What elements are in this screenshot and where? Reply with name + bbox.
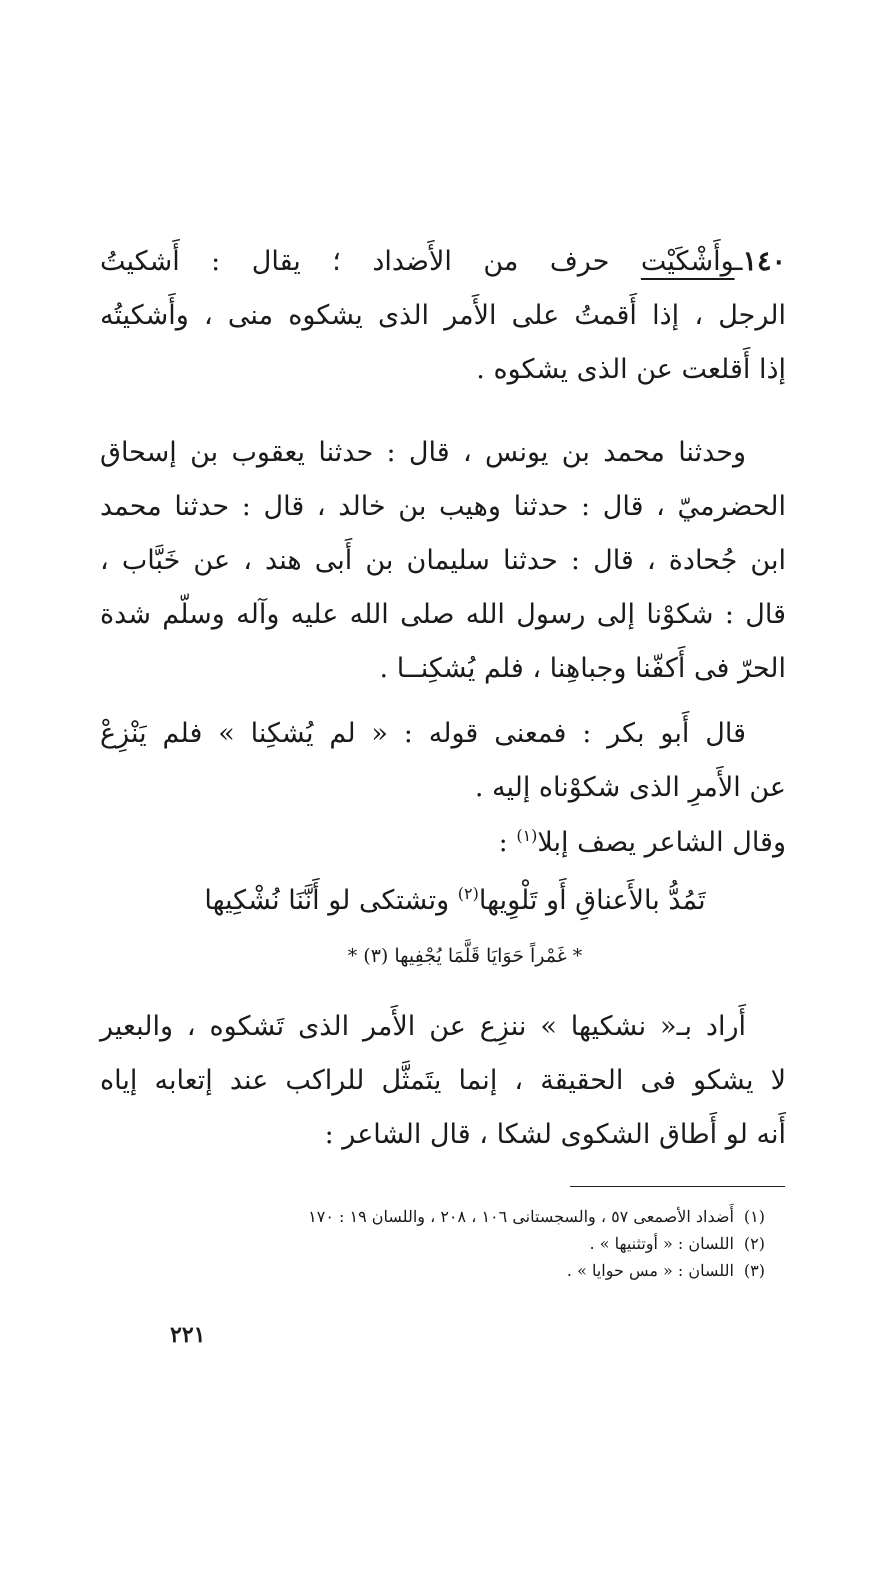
entry-line-2: الرجل ، إذا أَقمتُ على الأَمر الذى يشكوه منى ، وأَشكيتُه xyxy=(100,300,786,331)
poet-intro-colon: : xyxy=(498,827,508,858)
footnote xyxy=(170,1203,765,1230)
hadith-line: ابن جُحادة ، قال : حدثنا سليمان بن أَبى هند ، عن خَبَّاب ، xyxy=(100,545,786,576)
footnote xyxy=(170,1257,765,1284)
footnote-ref: (٢) xyxy=(457,884,479,903)
abubakr-line: قال أَبو بكر : فمعنى قوله : « لم يُشكِنا » فلم يَنْزِعْ xyxy=(100,718,746,749)
explanation-line: أَنه لو أَطاق الشكوى لشكا ، قال الشاعر : xyxy=(324,1119,786,1150)
explanation-paragraph xyxy=(100,1000,786,1162)
verse-hemistich-a: تَمُدُّ بالأَعناقِ أَو تَلْوِيها xyxy=(478,885,706,916)
footnote-number: (٣) xyxy=(743,1261,765,1280)
page-number: ٢٢١ xyxy=(170,1322,206,1348)
footnote-number: (١) xyxy=(743,1207,765,1226)
poet-intro-line xyxy=(146,816,786,870)
entry-headword: وأَشْكَيْت xyxy=(640,246,735,277)
explanation-line: لا يشكو فى الحقيقة ، إنما يتَمثَّل للراكب عند إتعابه إياه xyxy=(100,1065,786,1096)
entry-line-1: ١٤٠ـوأَشْكَيْت حرف من الأَضداد ؛ يقال : أَشكيتُ xyxy=(100,246,786,277)
footnote-text: اللسان : « أوتثنيها » . xyxy=(589,1234,734,1253)
entry-paragraph xyxy=(100,235,786,397)
footnote-number: (٢) xyxy=(743,1234,765,1253)
explanation-line: أَراد بـ« نشكيها » ننزِع عن الأَمر الذى تَشكوه ، والبعير xyxy=(100,1011,746,1042)
verse-hemistich-b: وتشتكى لو أَنَّنَا نُشْكِيها xyxy=(204,885,450,916)
abubakr-line: عن الأَمرِ الذى شكوْناه إليه . xyxy=(474,772,786,803)
footnote-ref: (١) xyxy=(516,826,538,845)
footnote-divider xyxy=(570,1186,785,1187)
footnotes xyxy=(170,1203,765,1284)
hadith-line: الحضرميّ ، قال : حدثنا وهيب بن خالد ، قال : حدثنا محمد xyxy=(100,491,786,522)
hadith-line: وحدثنا محمد بن يونس ، قال : حدثنا يعقوب بن إسحاق xyxy=(100,437,746,468)
verse-line-1 xyxy=(135,885,775,916)
hadith-line: الحرّ فى أَكفّنا وجباهِنا ، فلم يُشكِنــا . xyxy=(379,653,786,684)
footnote-text: اللسان : « مس حوايا » . xyxy=(566,1261,734,1280)
verse-line-2: * غَمْراً حَوَايَا قَلَّمَا يُجْفِيها (٣) * xyxy=(347,945,583,967)
footnote-text: أَضداد الأصمعى ٥٧ ، والسجستانى ١٠٦ ، ٢٠٨ ، واللسان ١٩ : ١٧٠ xyxy=(308,1207,734,1226)
entry-line-1-text: حرف من الأَضداد ؛ يقال : أَشكيتُ xyxy=(100,246,610,277)
hadith-paragraph xyxy=(100,426,786,696)
abubakr-paragraph xyxy=(100,707,786,815)
entry-line-3: إذا أَقلعت عن الذى يشكوه . xyxy=(476,354,786,385)
poet-intro-text: وقال الشاعر يصف إبلا xyxy=(537,827,786,858)
footnote xyxy=(170,1230,765,1257)
hadith-line: قال : شكوْنا إلى رسول الله صلى الله عليه وآله وسلّم شدة xyxy=(100,599,786,630)
entry-number: ١٤٠ xyxy=(742,246,786,277)
poet-intro xyxy=(146,816,786,870)
